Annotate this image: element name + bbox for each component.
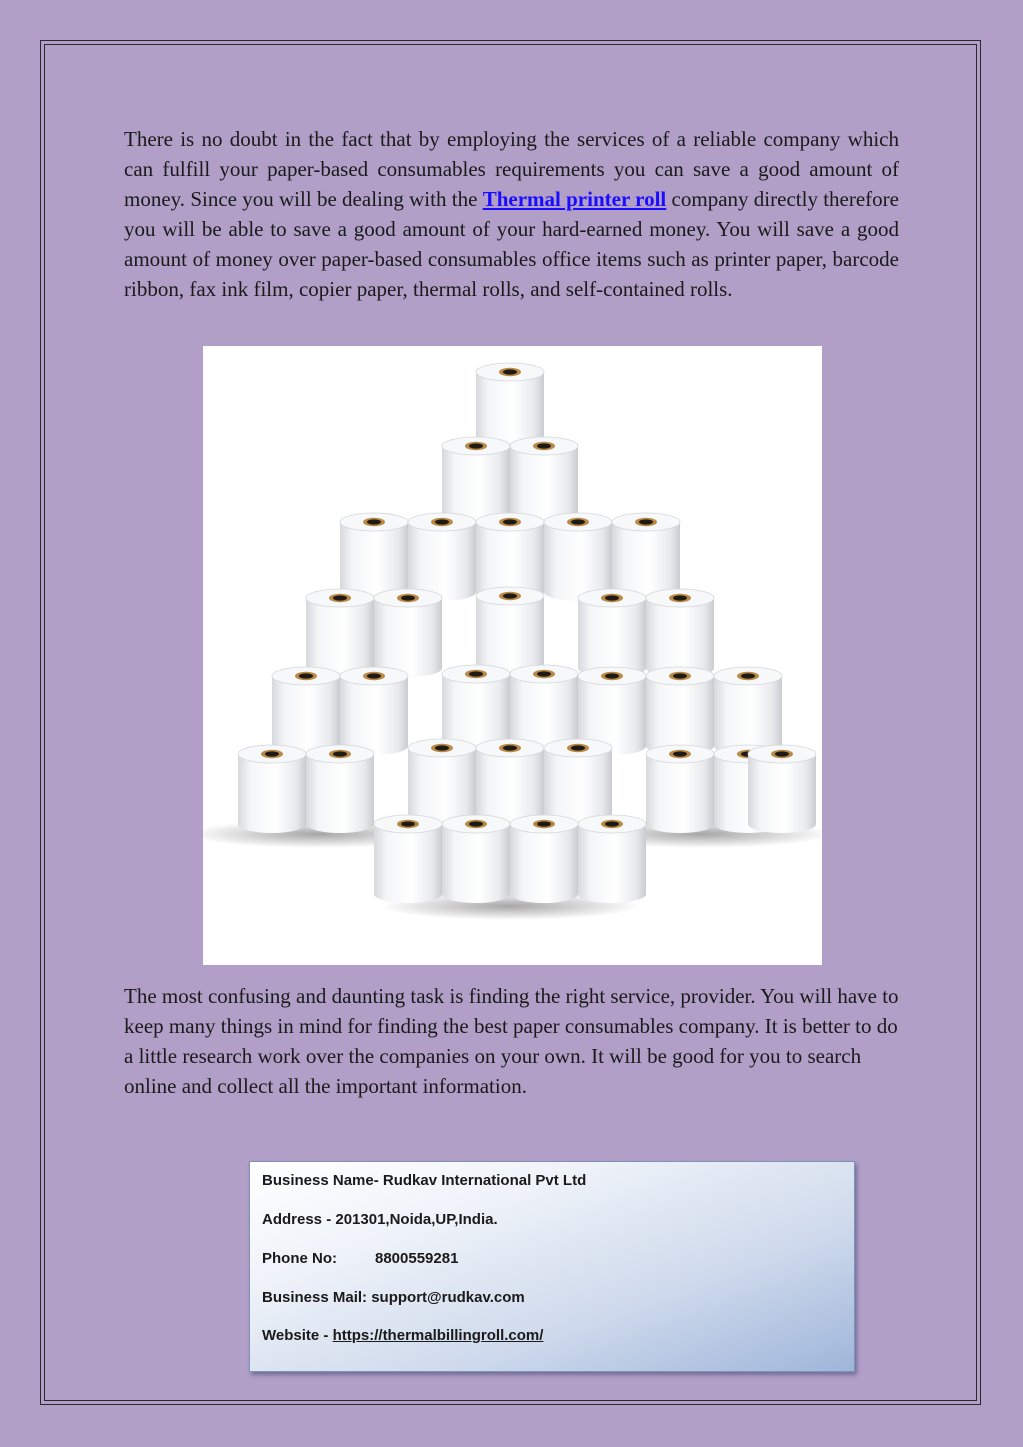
paper-roll — [612, 513, 680, 601]
thermal-rolls-image — [203, 346, 822, 965]
paper-roll — [272, 667, 340, 755]
paper-roll — [340, 667, 408, 755]
paper-roll — [510, 815, 578, 903]
business-address: Address - 201301,Noida,UP,India. — [262, 1211, 498, 1228]
paper-roll — [646, 745, 714, 833]
paper-roll — [714, 667, 782, 755]
website-line — [262, 1327, 543, 1344]
paper-roll — [646, 589, 714, 677]
phone-line — [262, 1250, 458, 1267]
thermal-rolls-illustration — [203, 346, 822, 965]
paper-roll — [544, 513, 612, 601]
phone-label: Phone No: — [262, 1250, 337, 1267]
contact-info-box — [249, 1161, 855, 1372]
phone-number: 8800559281 — [375, 1250, 459, 1267]
website-link[interactable]: https://thermalbillingroll.com/ — [332, 1327, 544, 1344]
research-paragraph: The most confusing and daunting task is finding the right service, provider. You will have to keep many things in mind for finding the best paper consumables company. It is better to do a little research work over the companies on your own. It will be good for you to search online and collect all the important information. — [124, 984, 899, 1098]
paper-roll — [374, 815, 442, 903]
paper-roll — [306, 745, 374, 833]
paper-roll — [646, 667, 714, 755]
paper-roll — [442, 815, 510, 903]
paper-roll — [578, 815, 646, 903]
thermal-printer-roll-link[interactable]: Thermal printer roll — [482, 187, 667, 211]
intro-text-before-link: There is no doubt in the fact that by employing the services of a reliable company which can fulfill your paper-based consumables requirements you can save a good amount of money. Since you will be dealing with the — [124, 127, 899, 211]
paper-roll — [476, 739, 544, 827]
paper-roll — [510, 437, 578, 525]
paper-roll — [748, 745, 816, 833]
paper-roll — [442, 437, 510, 525]
intro-text-after-link: company directly therefore you will be able to save a good amount of your hard-earned money. You will save a good amount of money over paper-based consumables office items such as printer paper, barcode ribbon, fax ink film, copier paper, thermal rolls, and self-contained rolls. — [124, 187, 899, 301]
paper-roll — [578, 589, 646, 677]
paper-roll — [238, 745, 306, 833]
intro-paragraph — [124, 124, 899, 304]
paper-roll — [374, 589, 442, 677]
paper-roll — [544, 739, 612, 827]
business-name: Business Name- Rudkav International Pvt Ltd — [262, 1172, 587, 1189]
paper-roll — [408, 739, 476, 827]
paper-roll — [408, 513, 476, 601]
paper-roll — [476, 587, 544, 675]
paper-roll — [340, 513, 408, 601]
paper-roll — [306, 589, 374, 677]
business-mail: Business Mail: support@rudkav.com — [262, 1289, 525, 1306]
website-label: Website - — [262, 1327, 333, 1344]
